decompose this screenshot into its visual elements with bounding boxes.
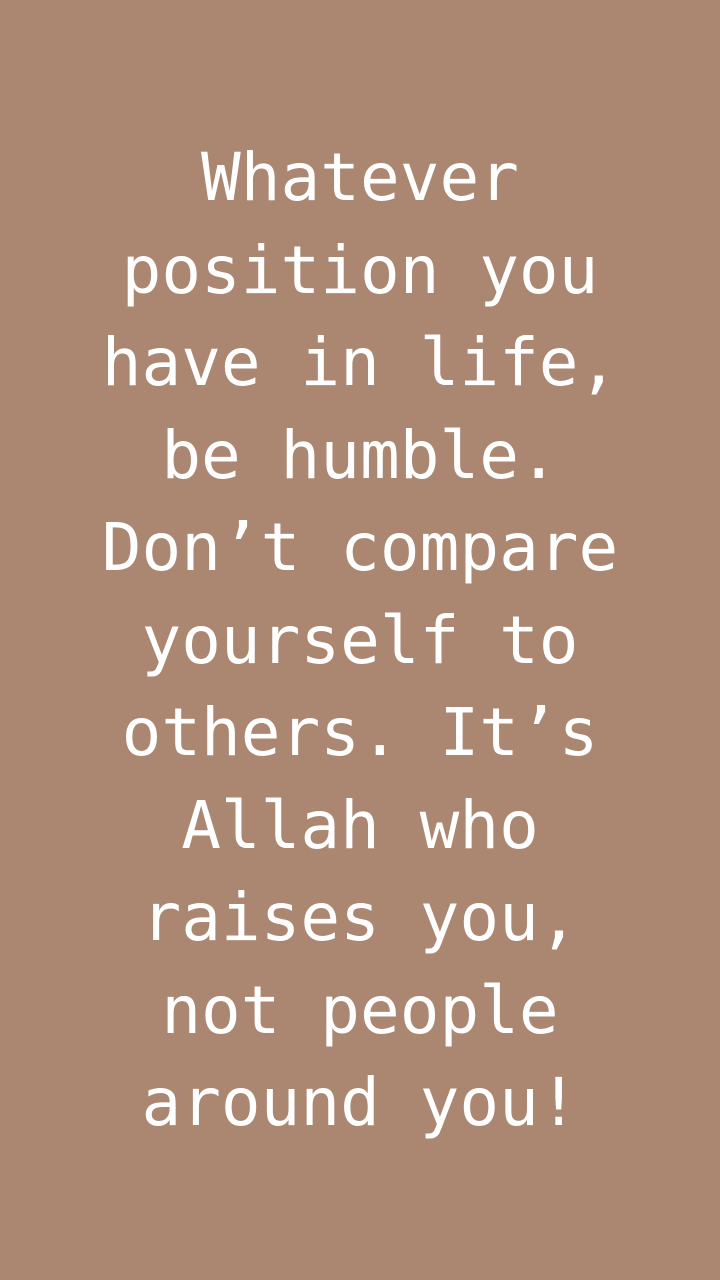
quote-line-5: Don’t compare: [101, 509, 619, 586]
quote-line-10: not people: [161, 971, 559, 1049]
quote-line-7: others. It’s: [121, 694, 599, 771]
quote-line-3: have in life,: [101, 324, 619, 401]
quote-line-8: Allah who: [181, 786, 539, 864]
quote-line-11: around you!: [141, 1064, 579, 1141]
quote-line-1: Whatever: [201, 139, 519, 216]
quote-line-6: yourself to: [141, 601, 579, 679]
quote-line-4: be humble.: [161, 416, 559, 494]
quote-line-9: raises you,: [141, 879, 579, 956]
quote-line-2: position you: [121, 231, 599, 309]
quote-text: [0, 132, 720, 1150]
